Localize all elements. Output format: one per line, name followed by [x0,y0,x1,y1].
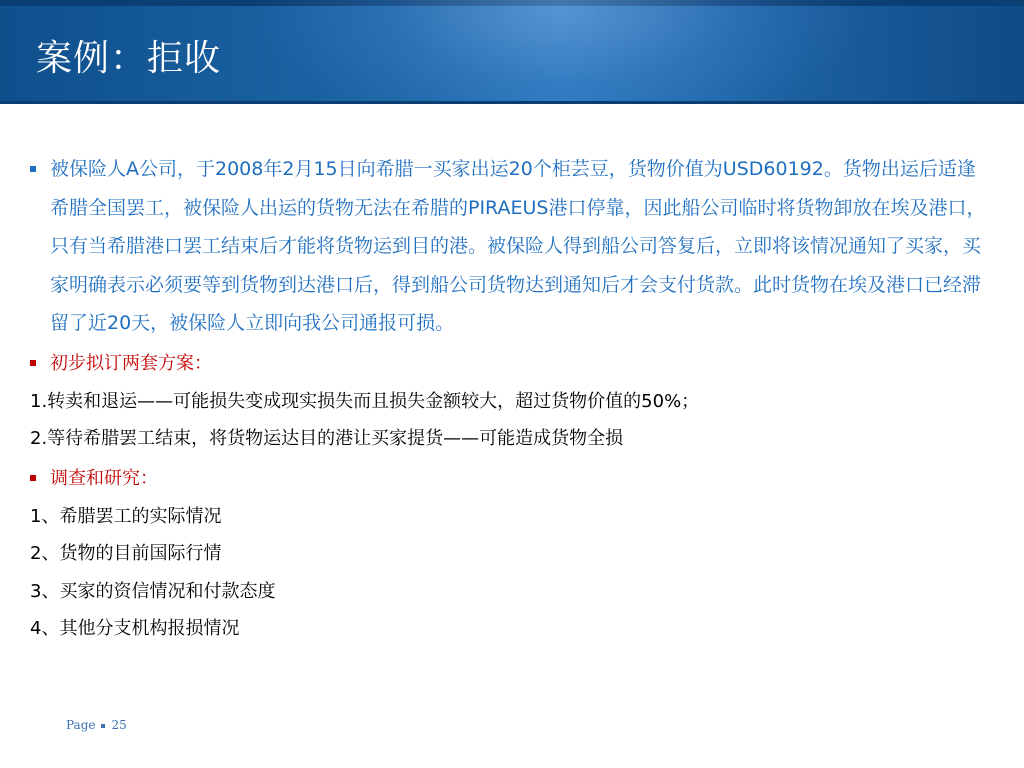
survey-heading-text: 调查和研究： [50,467,158,489]
survey-item: 2、货物的目前国际行情 [30,543,222,565]
plan-item: 1.转卖和退运——可能损失变成现实损失而且损失金额较大，超过货物价值的50%； [30,390,700,412]
square-bullet-icon [30,475,36,481]
page-footer [66,718,127,732]
page-number: 25 [111,718,127,732]
banner-glow [250,0,870,104]
survey-heading [30,460,990,498]
plans-heading [30,345,990,383]
slide-body [30,150,990,648]
slide-title: 案例：拒收 [36,38,222,79]
case-description-text: 被保险人A公司，于2008年2月15日向希腊一买家出运20个柜芸豆，货物价值为USD60192。货物出运后适逢希腊全国罢工，被保险人出运的货物无法在希腊的PIRAEUS港口停靠，因此船公司临时将货物卸放在埃及港口，只有当希腊港口罢工结束后才能将货物运到目的港。被保险人得到船公司答复后，立即将该情况通知了买家，买家明确表示必须要等到货物到达港口后，得到船公司货物达到通知后才会支付货款。此时货物在埃及港口已经滞留了近20天，被保险人立即向我公司通报可损。 [50,158,986,335]
plans-heading-text: 初步拟订两套方案： [50,352,212,374]
case-description [30,150,990,343]
title-banner [0,0,1024,104]
page-label: Page [66,718,96,732]
survey-item: 4、其他分支机构报损情况 [30,618,240,640]
survey-item: 1、希腊罢工的实际情况 [30,505,222,527]
square-bullet-icon [30,166,36,172]
square-bullet-icon [30,360,36,366]
separator-icon [101,724,105,728]
plan-item: 2.等待希腊罢工结束，将货物运达目的港让买家提货——可能造成货物全损 [30,428,624,450]
survey-item: 3、买家的资信情况和付款态度 [30,580,276,602]
